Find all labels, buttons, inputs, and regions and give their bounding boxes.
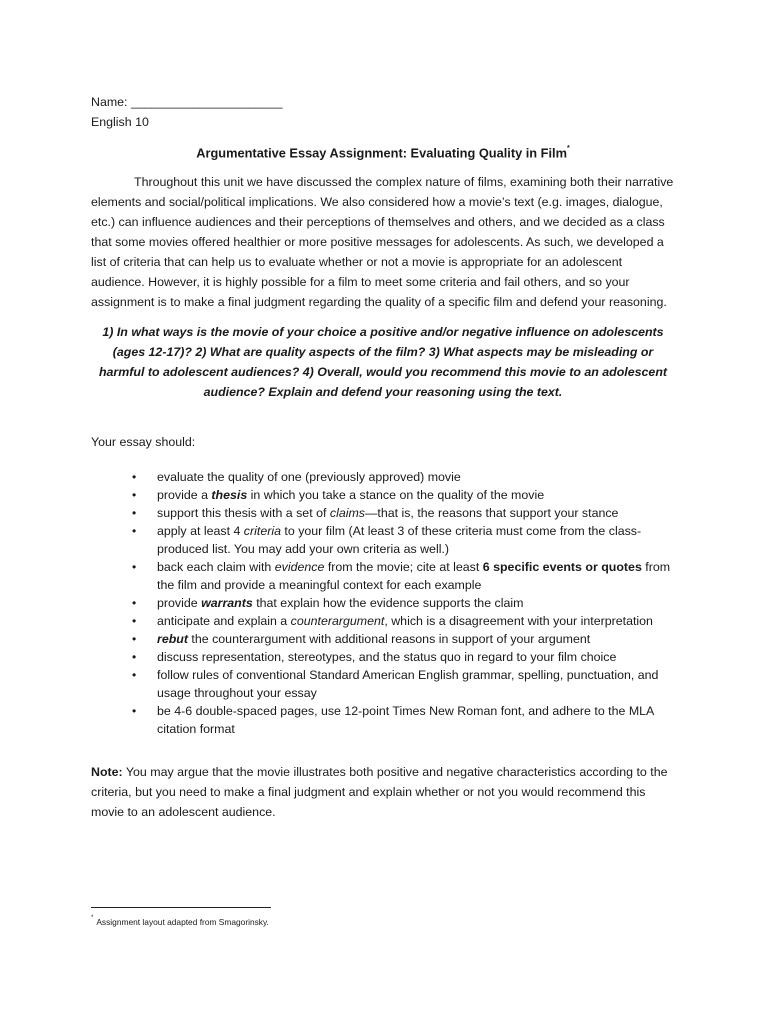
list-item: • discuss representation, stereotypes, and the status quo in regard to your film choice	[132, 650, 617, 665]
list-item: • provide warrants that explain how the evidence supports the claim	[132, 596, 524, 611]
counterargument-term: counterargument	[290, 614, 385, 629]
list-item: • evaluate the quality of one (previously approved) movie	[132, 470, 461, 485]
bullet-icon: •	[132, 668, 137, 683]
name-blank: ______________________	[130, 95, 283, 109]
bullet-icon: •	[132, 524, 137, 539]
footnote-mark: *	[91, 915, 94, 921]
bullet-icon: •	[132, 560, 137, 575]
list-item: • provide a thesis in which you take a stance on the quality of the movie	[132, 488, 545, 503]
bullet-icon: •	[132, 614, 137, 629]
criteria-term: criteria	[243, 524, 281, 539]
page-title	[91, 141, 675, 163]
bullet-icon: •	[132, 470, 137, 485]
name-line	[91, 92, 675, 112]
note-label: Note:	[91, 765, 123, 780]
intro-paragraph: Throughout this unit we have discussed the complex nature of films, examining both their narrative elements and social/political implications. We also considered how a movie’s text (e.g. images, dialogue, etc.) can influence audiences and their perceptions of themselves and others, and we decided as a class that some movies offered healthier or more positive messages for adolescents. As such, we developed a list of criteria that can help us to evaluate whether or not a movie is appropriate for an adolescent audience. However, it is highly possible for a film to meet some criteria and fail others, and so your assignment is to make a final judgment regarding the quality of a specific film and defend your reasoning.	[91, 175, 674, 310]
bullet-icon: •	[132, 650, 137, 665]
claims-term: claims	[329, 506, 365, 521]
essay-questions: 1) In what ways is the movie of your choice a positive and/or negative influence on adolescents (ages 12-17)? 2) What are quality aspects of the film? 3) What aspects may be misleading or harmful to adolescent audiences? 4) Overall, would you recommend this movie to an adolescent audience? Explain and defend your reasoning using the text.	[98, 325, 668, 400]
list-item: • apply at least 4 criteria to your film (At least 3 of these criteria must come from the class-produced list. You may add your own criteria as well.)	[132, 524, 642, 557]
warrants-term: warrants	[201, 596, 253, 611]
bullet-icon: •	[132, 488, 137, 503]
note-paragraph	[91, 762, 675, 822]
title-footnote-mark: *	[567, 145, 570, 152]
note-text: You may argue that the movie illustrates both positive and negative characteristics according to the criteria, but you need to make a final judgment and explain whether or not you would recommend this movie to an adolescent audience.	[91, 765, 668, 820]
list-item: • follow rules of conventional Standard American English grammar, spelling, punctuation, and usage throughout your essay	[132, 668, 659, 701]
requirements-list	[91, 468, 675, 738]
rebut-term: rebut	[157, 632, 188, 647]
thesis-term: thesis	[211, 488, 248, 503]
bullet-icon: •	[132, 596, 137, 611]
list-item: • anticipate and explain a counterargument, which is a disagreement with your interpretation	[132, 614, 653, 629]
class-label: English 10	[91, 115, 149, 129]
list-item: • rebut the counterargument with additional reasons in support of your argument	[132, 632, 591, 647]
footnote-divider	[91, 907, 271, 908]
assignment-page	[91, 92, 675, 822]
bullet-icon: •	[132, 704, 137, 719]
title-text: Argumentative Essay Assignment: Evaluating Quality in Film	[196, 145, 567, 161]
footnote-text: Assignment layout adapted from Smagorinsky.	[96, 916, 269, 927]
name-label: Name:	[91, 95, 128, 109]
events-quotes-emphasis: 6 specific events or quotes	[482, 560, 642, 575]
list-item: • back each claim with evidence from the movie; cite at least 6 specific events or quotes from the film and provide a meaningful context for each example	[132, 560, 671, 593]
footnote	[91, 914, 269, 928]
list-item: • support this thesis with a set of claims—that is, the reasons that support your stance	[132, 506, 619, 521]
bullet-icon: •	[132, 632, 137, 647]
evidence-term: evidence	[274, 560, 325, 575]
list-item: • be 4-6 double-spaced pages, use 12-point Times New Roman font, and adhere to the MLA citation format	[132, 704, 654, 737]
essay-should-label: Your essay should:	[91, 435, 196, 450]
bullet-icon: •	[132, 506, 137, 521]
